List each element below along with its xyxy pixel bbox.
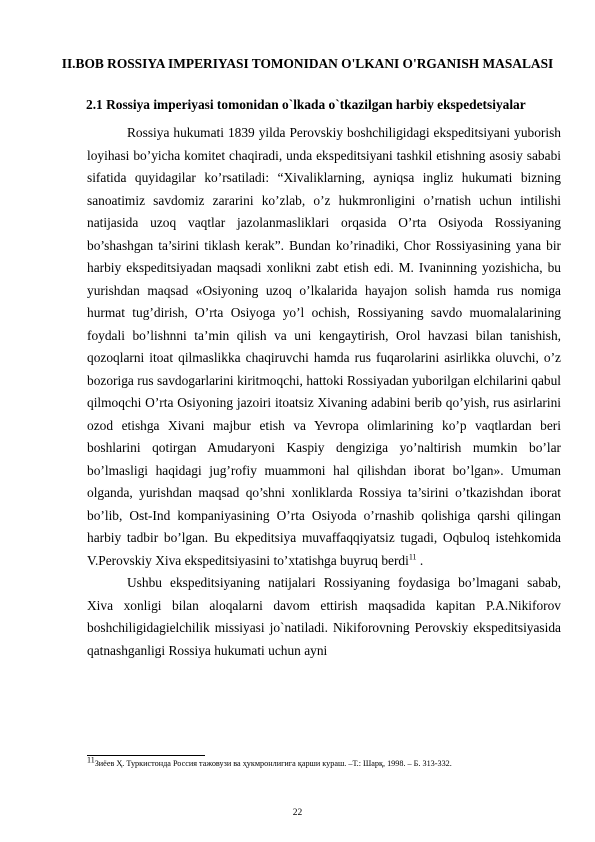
section-title: 2.1 Rossiya imperiyasi tomonidan o`lkada o`tkazilgan harbiy ekspedetsiyalar xyxy=(86,97,526,112)
paragraph-1-end: . xyxy=(416,552,424,568)
page-number: 22 xyxy=(292,808,303,818)
chapter-title: II.BOB ROSSIYA IMPERIYASI TOMONIDAN O'LKANI O'RGANISH MASALASI xyxy=(61,56,554,71)
paragraph-2: Ushbu ekspeditsiyaning natijalari Rossiyaning foydasiga bo’lmagani sabab, Xiva xonligi bilan aloqalarni davom ettirish maqsadida kapitan P.A.Nikiforov boshchiligidagielchilik missiyasi jo`natiladi. Nikiforovning Perovskiy ekspeditsiyasida qatnashganligi Rossiya hukumati uchun ayni xyxy=(87,575,561,658)
footnote-reference[interactable]: 11 xyxy=(408,552,417,562)
footnote-divider xyxy=(87,755,205,756)
body-text xyxy=(87,122,561,662)
footnote-text: Зиёев Ҳ. Туркистонда Россия тажовузи ва ҳукмронлигига қарши кураш. –Т.: Шарқ, 1998. – Б. 313-332. xyxy=(94,759,452,768)
footnote xyxy=(87,755,561,769)
paragraph-1-text: Rossiya hukumati 1839 yilda Perovskiy boshchiligidagi ekspeditsiyani yuborish loyihasi bo’yicha komitet chaqiradi, unda ekspeditsiyani tashkil etishning asosiy sababi sifatida quyidagilar ko’rsatiladi: “Xivaliklarning, ayniqsa ingliz hukumati bizning sanoatimiz savdomiz zararini ko’zlab, o’z hukmronligini o’rnatish uchun intilishi natijasida uzoq vaqtlar jazolanmasliklari orqasida O’rta Osiyoda Rossiyaning bo’shashgan ta’sirini tiklash kerak”. Bundan ko’rinadiki, Chor Rossiyasining yana bir harbiy ekspeditsiyadan maqsadi xonlikni zabt etish edi. M. Ivaninning yozishicha, bu yurishdan maqsad «Osiyoning uzoq o’lkalarida hayajon solish hamda rus nomiga hurmat tug’dirish, O’rta Osiyoga yo’l ochish, Rossiyaning savdo muomalalarining foydali bo’lishnni ta’min qilish va uni kengaytirish, Orol havzasi bilan tanishish, qozoqlarni itoat qilmaslikka chaqiruvchi hamda rus fuqarolarini asirlikka oluvchi, o’z bozoriga rus savdogarlarini kiritmoqchi, hattoki Rossiyadan yuborilgan elchilarini qabul qilmoqchi O’rta Osiyoning jazoiri itoatsiz Xivaning adabini berib qo’yish, rus asirlarini ozod etishga Xivani majbur etish va Yevropa olimlarining ko’p vaqtlardan beri boshlarini qotirgan Amudaryoni Kaspiy dengiziga yo’naltirish mumkin bo’lar bo’lmasligi haqidagi jug’rofiy muammoni hal qilishdan iborat bo’lgan». Umuman olganda, yurishdan maqsad qo’shni xonliklarda Rossiya ta’sirini o’tkazishdan iborat bo’lib, Ost-Ind kompaniyasining O’rta Osiyoda o’rnashib qolishiga qarshi qilingan harbiy tadbir bo’lgan. Bu ekpeditsiya muvaffaqqiyatsiz tugadi, Oqbuloq istehkomida V.Perovskiy Xiva ekspeditsiyasini to’xtatishga buyruq berdi xyxy=(87,125,561,568)
paragraph-1 xyxy=(87,122,561,572)
footnote-marker: 11 xyxy=(87,755,95,765)
